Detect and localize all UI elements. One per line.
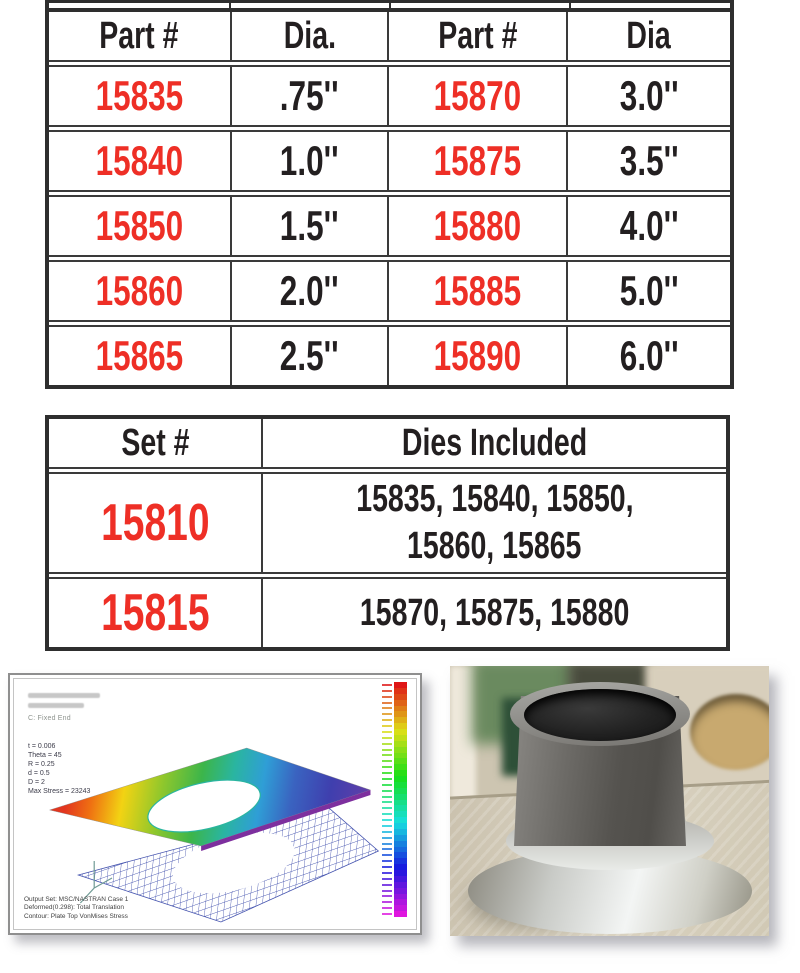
column-header — [389, 12, 567, 60]
part-number: 15835 — [95, 72, 184, 119]
table-row — [49, 472, 726, 574]
cropped-grid-remnant-stub — [730, 0, 734, 8]
part-number-cell — [49, 327, 232, 385]
column-header — [49, 419, 263, 467]
fea-output-caption-line: Output Set: MSC/NASTRAN Case 1 — [24, 895, 129, 903]
dies-list — [310, 476, 680, 570]
part-number: 15880 — [433, 202, 522, 249]
fea-3d-plot — [14, 679, 416, 929]
column-header — [49, 12, 232, 60]
header-label: Set # — [120, 421, 190, 464]
dies-table-header-row — [49, 12, 730, 62]
part-number-cell — [389, 197, 567, 255]
part-number: 15865 — [95, 332, 184, 379]
die-product-photo — [450, 666, 769, 936]
diameter-value: 4.0'' — [619, 202, 679, 249]
fea-parameter: Max Stress = 23243 — [28, 788, 91, 795]
diameter-cell — [232, 262, 390, 320]
cropped-grid-remnant-stub — [569, 0, 571, 8]
set-number-cell — [49, 474, 263, 572]
part-number-cell — [389, 262, 567, 320]
table-row — [49, 130, 730, 192]
diameter-cell — [568, 197, 730, 255]
table-row — [49, 65, 730, 127]
fea-output-caption-line: Deformed(0.298): Total Translation — [24, 904, 124, 911]
fea-parameter: Theta = 45 — [28, 752, 62, 759]
column-header — [568, 12, 730, 60]
header-label: Dia — [626, 14, 672, 57]
sets-table-header-row — [49, 419, 726, 469]
column-header — [263, 419, 726, 467]
cropped-grid-remnant-stub — [229, 0, 231, 8]
diameter-value: 3.0'' — [619, 72, 679, 119]
part-number-cell — [49, 132, 232, 190]
dies-included-cell — [263, 579, 726, 647]
part-number-cell — [49, 67, 232, 125]
fea-parameter: t = 0.006 — [28, 743, 56, 750]
diameter-cell — [568, 262, 730, 320]
part-number-cell — [49, 262, 232, 320]
fea-output-caption — [24, 896, 128, 922]
dies-list-line: 15860, 15865 — [407, 525, 582, 567]
diameter-value: .75'' — [280, 72, 339, 119]
part-number: 15875 — [433, 137, 522, 184]
diameter-cell — [232, 132, 390, 190]
fea-parameter: d = 0.5 — [28, 770, 50, 777]
part-number-cell — [389, 132, 567, 190]
diameter-value: 1.5'' — [280, 202, 339, 249]
cropped-grid-remnant-stub — [45, 0, 49, 8]
dies-table — [45, 8, 734, 389]
table-row — [49, 325, 730, 385]
part-number: 15870 — [433, 72, 522, 119]
cropped-grid-remnant-stub — [389, 0, 391, 8]
die-bore-opening — [524, 689, 676, 741]
diameter-value: 6.0'' — [619, 332, 679, 379]
part-number: 15885 — [433, 267, 522, 314]
diameter-value: 2.0'' — [280, 267, 339, 314]
table-row — [49, 260, 730, 322]
set-number-cell — [49, 579, 263, 647]
header-label: Dies Included — [401, 421, 588, 464]
fea-output-caption-line: Contour: Plate Top VonMises Stress — [24, 912, 128, 920]
diameter-cell — [568, 67, 730, 125]
stress-colorbar — [382, 682, 410, 917]
part-number-cell — [389, 327, 567, 385]
part-number: 15850 — [95, 202, 184, 249]
colorbar-segment — [382, 911, 410, 917]
part-number-cell — [49, 197, 232, 255]
table-row — [49, 195, 730, 257]
fea-illegible-caption-line — [28, 693, 100, 698]
table-row — [49, 577, 726, 647]
fea-plot-area — [13, 678, 417, 930]
diameter-value: 3.5'' — [619, 137, 679, 184]
diameter-cell — [568, 327, 730, 385]
dies-list-line: 15870, 15875, 15880 — [359, 591, 630, 634]
fea-parameter: R = 0.25 — [28, 761, 55, 768]
diameter-value: 5.0'' — [619, 267, 679, 314]
diameter-cell — [568, 132, 730, 190]
header-label: Part # — [99, 14, 179, 57]
part-number: 15890 — [433, 332, 522, 379]
fea-illegible-caption-line — [28, 703, 84, 708]
diameter-value: 2.5'' — [280, 332, 339, 379]
set-number: 15815 — [100, 584, 210, 642]
fea-annotation: C: Fixed End — [28, 715, 71, 722]
column-header — [232, 12, 390, 60]
part-number: 15840 — [95, 137, 184, 184]
set-number: 15810 — [100, 494, 210, 552]
dies-included-cell — [263, 474, 726, 572]
diameter-cell — [232, 67, 390, 125]
dies-list-line: 15835, 15840, 15850, — [355, 478, 634, 520]
header-label: Dia. — [283, 14, 336, 57]
diameter-cell — [232, 327, 390, 385]
fea-parameter-block — [28, 742, 90, 796]
header-label: Part # — [438, 14, 518, 57]
diameter-value: 1.0'' — [280, 137, 339, 184]
part-number: 15860 — [95, 267, 184, 314]
fea-simulation-figure — [8, 673, 422, 935]
sets-table — [45, 415, 730, 651]
part-number-cell — [389, 67, 567, 125]
fea-parameter: D = 2 — [28, 779, 45, 786]
diameter-cell — [232, 197, 390, 255]
